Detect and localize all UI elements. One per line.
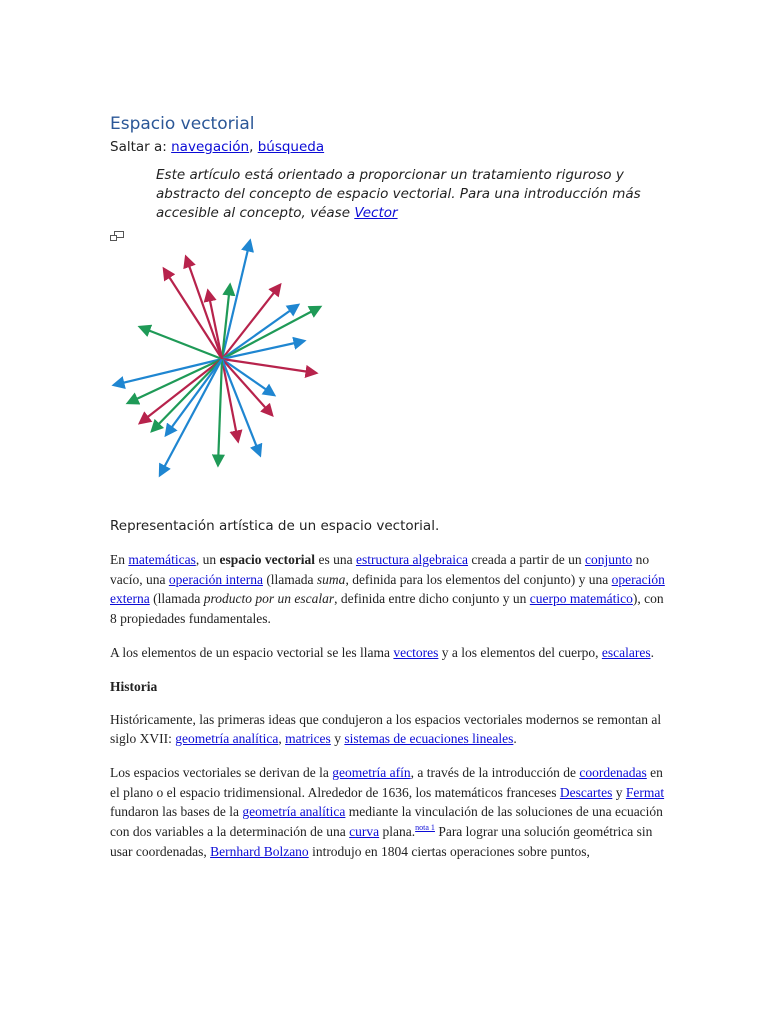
hatnote (156, 166, 656, 223)
text: es una (315, 552, 356, 567)
link-estructura-algebraica[interactable]: estructura algebraica (355, 552, 469, 567)
text: en el plano o el espacio tridimensional. Alrededor de 1636, los matemáticos franceses (110, 764, 663, 800)
paragraph-history-2 (110, 763, 670, 862)
vector-arrow-7 (222, 307, 320, 359)
link-vectores[interactable]: vectores (393, 644, 439, 660)
link-fermat[interactable]: Fermat (625, 784, 665, 800)
vector-arrow-18 (222, 359, 238, 441)
text: , definida entre dicho conjunto y un (334, 591, 530, 607)
link-curva[interactable]: curva (349, 824, 380, 840)
jump-links (110, 138, 670, 156)
text: . (650, 644, 654, 660)
italic-term: suma (316, 571, 346, 587)
link-sistemas-ecuaciones-lineales[interactable]: sistemas de ecuaciones lineales (344, 731, 514, 747)
link-coordenadas[interactable]: coordenadas (579, 764, 647, 780)
vector-arrow-15 (222, 359, 272, 415)
link-matematicas[interactable]: matemáticas (128, 552, 196, 567)
paragraph-history-1 (110, 710, 670, 749)
link-descartes[interactable]: Descartes (559, 784, 613, 800)
link-operacion-interna[interactable]: operación interna (168, 571, 263, 587)
link-geometria-analitica[interactable]: geometría analítica (175, 731, 279, 747)
bold-term: espacio vectorial (219, 552, 316, 567)
text: ), con 8 propiedades fundamentales. (110, 591, 664, 627)
hatnote-vector-link[interactable]: Vector (354, 205, 398, 221)
text: (llamada (149, 591, 204, 607)
link-matrices[interactable]: matrices (285, 731, 331, 747)
link-escalares[interactable]: escalares (601, 644, 651, 660)
text: En (110, 552, 129, 567)
magnify-icon[interactable] (110, 231, 124, 241)
text: mediante la vinculación de las soluciones de una ecuación con dos variables a la determinación de una (110, 804, 663, 840)
link-conjunto[interactable]: conjunto (584, 552, 633, 567)
text: . (513, 731, 517, 747)
vector-arrow-4 (222, 285, 230, 359)
paragraph-elements (110, 643, 670, 663)
text: y (612, 784, 626, 800)
text: introdujo en 1804 ciertas operaciones sobre puntos, (308, 843, 590, 859)
text: Los espacios vectoriales se derivan de la (110, 764, 333, 780)
text: , (278, 731, 286, 747)
vector-arrow-20 (218, 359, 222, 465)
text: , definida para los elementos del conjunto) y una (345, 571, 612, 587)
vector-space-illustration[interactable] (110, 231, 340, 481)
jump-navigation-link[interactable]: navegación (171, 139, 250, 155)
link-bernhard-bolzano[interactable]: Bernhard Bolzano (210, 843, 309, 859)
vector-arrow-11 (222, 359, 316, 373)
text: , a través de la introducción de (410, 764, 580, 780)
text: Para lograr una solución geométrica sin usar coordenadas, (110, 824, 653, 859)
vector-arrow-16 (152, 359, 222, 431)
text: no vacío, una (110, 552, 650, 587)
italic-term: producto por un escalar (203, 591, 335, 607)
figure-caption: Representación artística de un espacio vectorial. (110, 518, 440, 534)
link-operacion-externa[interactable]: operación externa (110, 571, 665, 607)
link-geometria-analitica-2[interactable]: geometría analítica (242, 804, 346, 820)
figure (110, 231, 670, 481)
jump-prefix: Saltar a: (110, 139, 172, 155)
link-cuerpo-matematico[interactable]: cuerpo matemático (529, 591, 633, 607)
paragraph-intro (110, 550, 670, 629)
text: y (330, 731, 345, 747)
text: (llamada (262, 571, 317, 587)
section-heading-historia: Historia (110, 678, 158, 694)
vector-arrow-21 (160, 359, 222, 475)
jump-separator: , (249, 139, 258, 155)
hatnote-text: Este artículo está orientado a proporcionar un tratamiento riguroso y abstracto del concepto de espacio vectorial. Para una introducción más accesible al concepto, véase (156, 167, 641, 221)
text: , un (195, 552, 220, 567)
page-title: Espacio vectorial (110, 114, 255, 134)
footnote-link[interactable]: nota 1 (415, 823, 435, 833)
text: creada a partir de un (468, 552, 585, 567)
text: y a los elementos del cuerpo, (438, 644, 602, 660)
vector-arrow-8 (140, 327, 222, 359)
text: Históricamente, las primeras ideas que condujeron a los espacios vectoriales modernos se remontan al siglo XVII: (110, 711, 662, 747)
link-geometria-afin[interactable]: geometría afín (332, 764, 411, 780)
text: A los elementos de un espacio vectorial se les llama (110, 644, 394, 660)
jump-search-link[interactable]: búsqueda (257, 139, 325, 155)
text: plana. (379, 824, 416, 840)
text: fundaron las bases de la (110, 804, 243, 820)
vector-arrow-1 (186, 257, 222, 359)
